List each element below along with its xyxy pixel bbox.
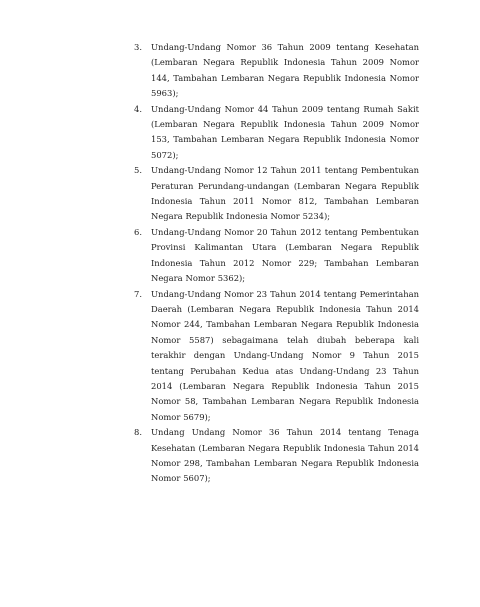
legal-basis-list [134,40,419,487]
item-number: 7. [134,288,142,299]
item-number: 6. [134,226,142,237]
item-text: Undang-Undang Nomor 44 Tahun 2009 tentang Rumah Sakit (Lembaran Negara Republik Indonesia Tahun 2009 Nomor 153, Tambahan Lembaran Negara Republik Indonesia Nomor 5072); [151,103,419,160]
list-item [134,425,419,487]
item-text: Undang-Undang Nomor 23 Tahun 2014 tentang Pemerintahan Daerah (Lembaran Negara Republik Indonesia Tahun 2014 Nomor 244, Tambahan Lembaran Negara Republik Indonesia Nomor 5587) sebagaimana telah diubah beberapa kali terakhir dengan Undang-Undang Nomor 9 Tahun 2015 tentang Perubahan Kedua atas Undang-Undang 23 Tahun 2014 (Lembaran Negara Republik Indonesia Tahun 2015 Nomor 58, Tambahan Lembaran Negara Republik Indonesia Nomor 5679); [151,288,419,422]
item-text: Undang Undang Nomor 36 Tahun 2014 tentang Tenaga Kesehatan (Lembaran Negara Republik Indonesia Tahun 2014 Nomor 298, Tambahan Lembaran Negara Republik Indonesia Nomor 5607); [151,427,419,484]
item-text: Undang-Undang Nomor 12 Tahun 2011 tentang Pembentukan Peraturan Perundang-undangan (Lembaran Negara Republik Indonesia Tahun 2011 Nomor 812, Tambahan Lembaran Negara Republik Indonesia Nomor 5234); [151,165,419,222]
item-text: Undang-Undang Nomor 36 Tahun 2009 tentang Kesehatan (Lembaran Negara Republik Indonesia Tahun 2009 Nomor 144, Tambahan Lembaran Negara Republik Indonesia Nomor 5963); [151,42,419,99]
list-item [134,163,419,225]
item-number: 4. [134,103,142,114]
list-item [134,225,419,287]
item-number: 5. [134,165,142,176]
list-item [134,287,419,426]
item-text: Undang-Undang Nomor 20 Tahun 2012 tentang Pembentukan Provinsi Kalimantan Utara (Lembaran Negara Republik Indonesia Tahun 2012 Nomor 229; Tambahan Lembaran Negara Nomor 5362); [151,226,419,284]
list-item [134,102,419,164]
item-number: 8. [134,427,142,438]
list-item [134,40,419,102]
item-number: 3. [134,42,142,52]
